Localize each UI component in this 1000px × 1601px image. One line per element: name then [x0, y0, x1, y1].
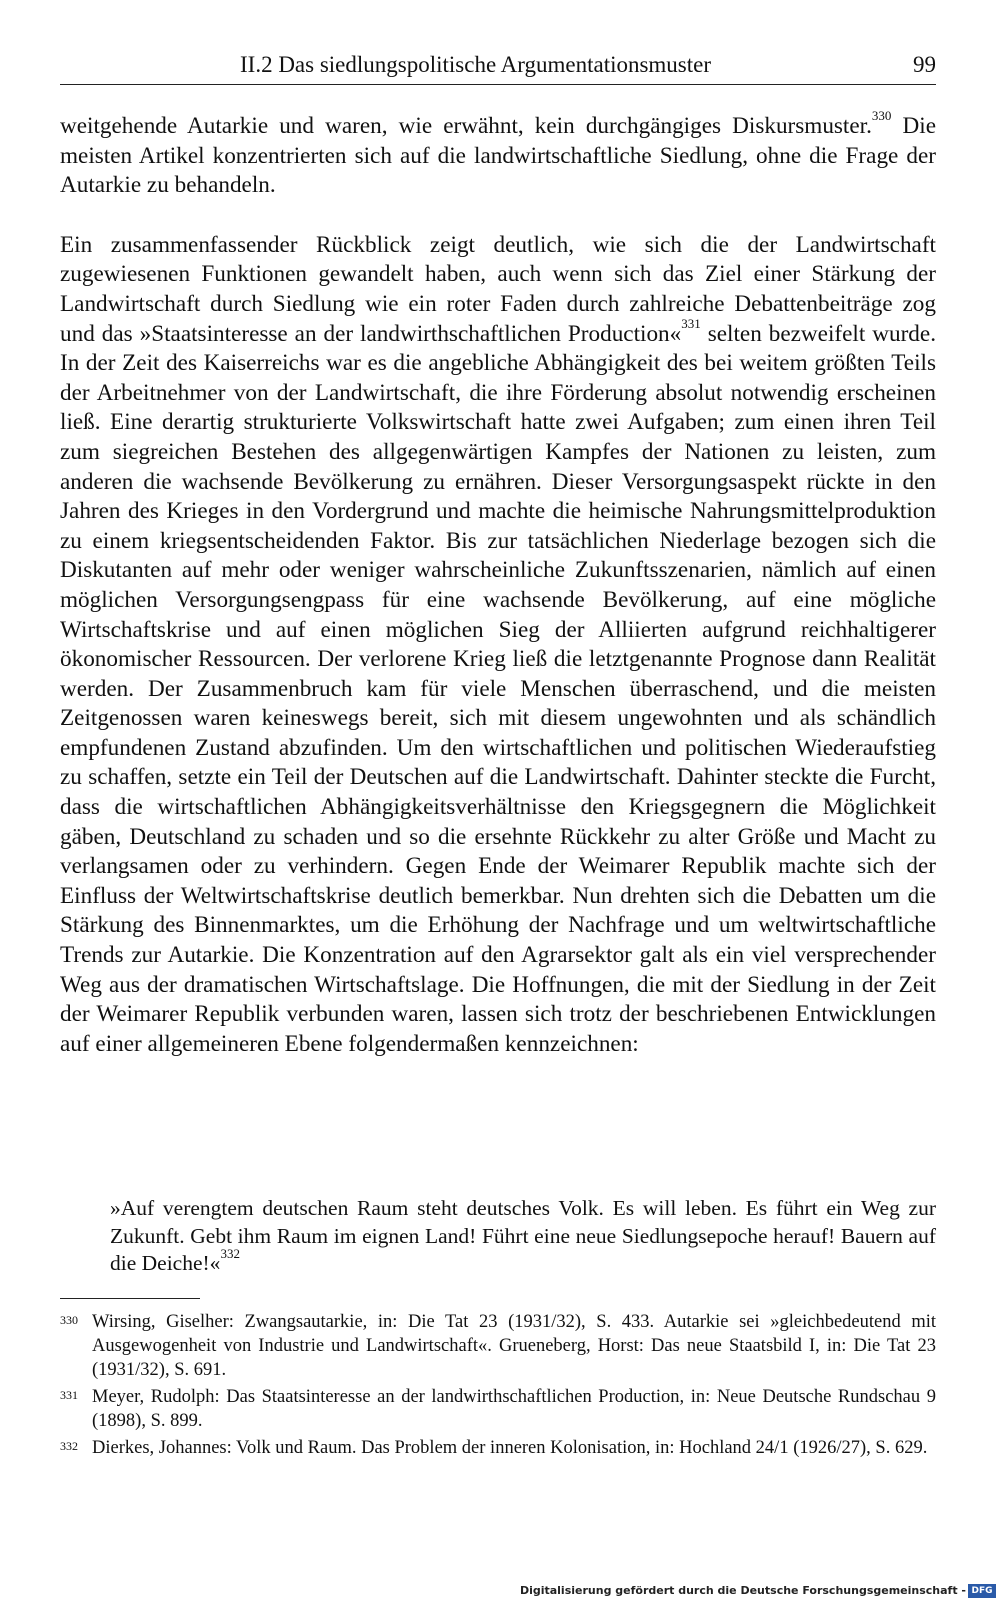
footnote-text: Wirsing, Giselher: Zwangsautarkie, in: Die Tat 23 (1931/32), S. 433. Autarkie sei »gleichbedeutend mit Ausgewogenheit von Industrie und Landwirtschaft«. Grueneberg, Horst: Das neue Staatsbild I, in: Die Tat 23 (1931/32), S. 691.: [92, 1312, 936, 1380]
footnote-number: 330: [60, 1313, 78, 1327]
footnotes: [60, 1310, 936, 1463]
footnote-330: [60, 1310, 936, 1382]
footnote-number: 332: [60, 1439, 78, 1453]
body-text: [60, 108, 937, 1059]
footnote-ref-331[interactable]: 331: [681, 315, 701, 331]
paragraph-1-text-b: Die meisten Artikel konzentrierten sich auf die landwirtschaftliche Siedlung, ohne die Frage der Autarkie zu behandeln.: [60, 113, 937, 199]
paragraph-1: [60, 108, 937, 201]
footnote-number: 331: [60, 1388, 78, 1402]
paragraph-2-text-b: selten bezweifelt wurde. In der Zeit des Kaiserreichs war es die angebliche Abhängigkeit des bei weitem größten Teils der Arbeitnehmer von der Landwirtschaft, die ihre Förderung absolut notwendig erscheinen ließ. Eine derartig strukturierte Volkswirtschaft hatte zwei Aufgaben; zum einen ihren Teil zum siegreichen Bestehen des allgegenwärtigen Kampfes der Nationen zu leisten, zum anderen die wachsende Bevölkerung zu ernähren. Dieser Versorgungsaspekt rückte in den Jahren des Krieges in den Vordergrund und machte die heimische Nahrungsmittelproduktion zu einem kriegsentscheidenden Faktor. Bis zur tatsächlichen Niederlage bezogen sich die Diskutanten auf mehr oder weniger wahrscheinliche Zukunftsszenarien, nämlich auf einen möglichen Versorgungsengpass für eine wachsende Bevölkerung, auf eine mögliche Wirtschaftskrise und auf einen möglichen Sieg der Alliierten aufgrund reichhaltigerer ökonomischer Ressourcen. Der verlorene Krieg ließ die letztgenannte Prognose dann Realität werden. Der Zusammenbruch kam für viele Menschen überraschend, und die meisten Zeitgenossen waren keineswegs bereit, sich mit diesem ungewohnten und als schändlich empfundenen Zustand abzufinden. Um den wirtschaftlichen und politischen Wiederaufstieg zu schaffen, setzte ein Teil der Deutschen auf die Landwirtschaft. Dahinter steckte die Furcht, dass die wirtschaftlichen Abhängigkeitsverhältnisse den Kriegsgegnern die Möglichkeit gäben, Deutschland zu schaden und so die ersehnte Rückkehr zu alter Größe und Macht zu verlangsamen oder zu verhindern. Gegen Ende der Weimarer Republik machte sich der Einfluss der Weltwirtschaftskrise deutlich bemerkbar. Nun drehten sich die Debatten um die Stärkung des Binnenmarktes, um die Erhöhung der Nachfrage und um weltwirtschaftliche Trends zur Autarkie. Die Konzentration auf den Agrarsektor galt als ein viel versprechender Weg aus der dramatischen Wirtschaftslage. Die Hoffnungen, die mit der Siedlung in der Zeit der Weimarer Republik verbunden waren, lassen sich trotz der beschriebenen Entwicklungen auf einer allgemeineren Ebene folgendermaßen kennzeichnen:: [60, 320, 936, 1057]
page-number: 99: [913, 52, 936, 77]
paragraph-gap: [60, 201, 936, 231]
paragraph-2-text-a: Ein zusammenfassender Rückblick zeigt deutlich, wie sich die der Landwirtschaft zugewiesenen Funktionen gewandelt haben, auch wenn sich das Ziel einer Stärkung der Landwirtschaft durch Siedlung wie ein roter Faden durch zahlreiche Debattenbeiträge zog und das »Staatsinteresse an der landwirthschaftlichen Production«: [60, 231, 936, 347]
footnote-text: Meyer, Rudolph: Das Staatsinteresse an der landwirthschaftlichen Production, in: Neue Deutsche Rundschau 9 (1898), S. 899.: [92, 1387, 936, 1431]
footnote-332: [60, 1436, 936, 1460]
block-quote: [110, 1195, 936, 1278]
dfg-logo: DFG: [968, 1584, 996, 1598]
digitization-credit: Digitalisierung gefördert durch die Deutsche Forschungsgemeinschaft -: [519, 1584, 966, 1597]
footnote-ref-332[interactable]: 332: [220, 1246, 240, 1261]
paragraph-1-text-a: weitgehende Autarkie und waren, wie erwähnt, kein durchgängiges Diskursmuster.: [60, 113, 872, 139]
quote-text: »Auf verengtem deutschen Raum steht deutsches Volk. Es will leben. Es führt ein Weg zur Zukunft. Gebt ihm Raum im eignen Land! Führt eine neue Siedlungsepoche herauf! Bauern auf die Deiche!«: [110, 1196, 936, 1275]
page-header: [60, 50, 936, 85]
footnote-text: Dierkes, Johannes: Volk und Raum. Das Problem der inneren Kolonisation, in: Hochland 24/1 (1926/27), S. 629.: [92, 1438, 928, 1458]
running-title: II.2 Das siedlungspolitische Argumentationsmuster: [240, 52, 712, 77]
paragraph-2: [60, 231, 936, 1060]
footnote-331: [60, 1385, 936, 1433]
footnote-ref-330[interactable]: 330: [871, 108, 892, 123]
footnote-divider: [60, 1298, 200, 1299]
